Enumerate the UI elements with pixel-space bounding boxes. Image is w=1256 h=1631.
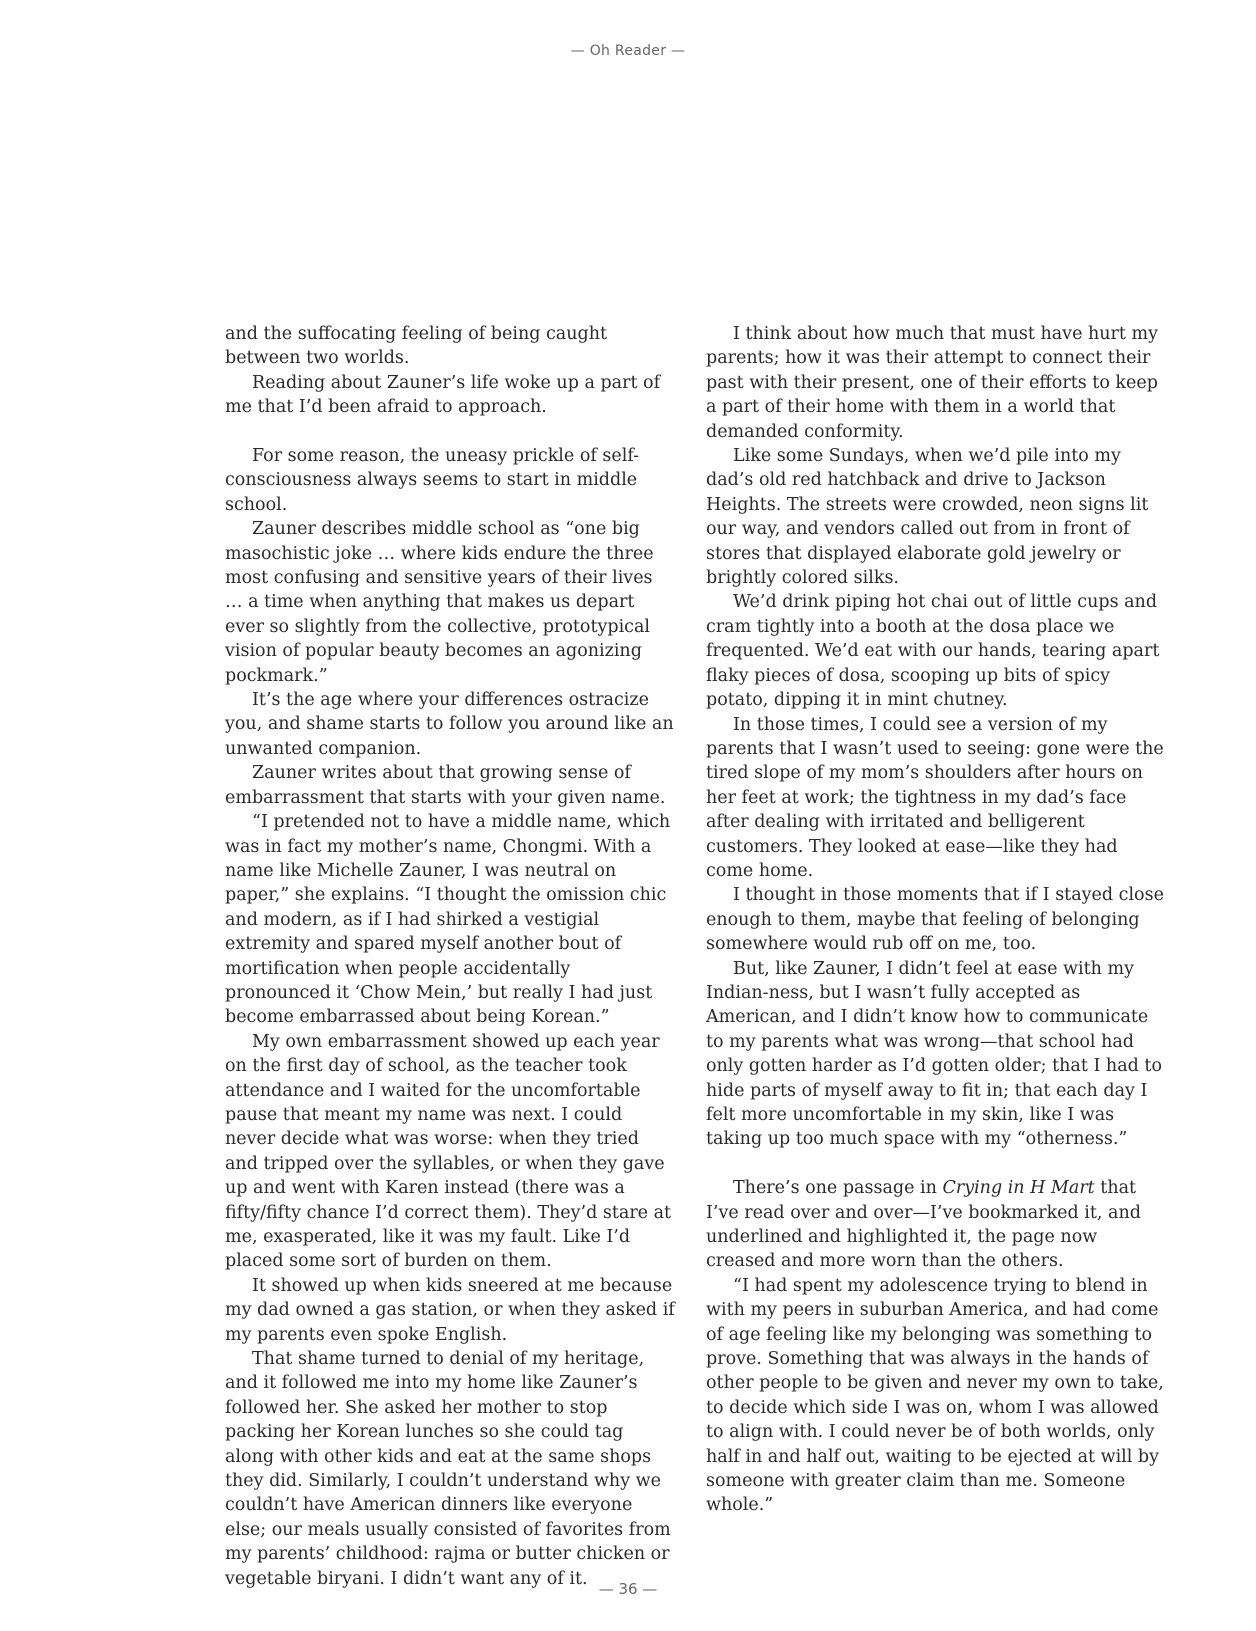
paragraph: It showed up when kids sneered at me because my dad owned a gas station, or when they asked if my parents even spoke English. — [225, 1275, 675, 1345]
paragraph: Zauner describes middle school as “one big masochistic joke … where kids endure the three most confusing and sensitive years of their lives … a time when anything that makes us depart ever so slightly from the collective, prototypical vision of popular beauty becomes an agonizing pockmark.” — [225, 519, 654, 686]
paragraph: Reading about Zauner’s life woke up a part of me that I’d been afraid to approach. — [225, 372, 661, 418]
paragraph: It’s the age where your differences ostracize you, and shame starts to follow you around like an unwanted companion. — [225, 690, 674, 759]
passage-text-after: that I’ve read over and over—I’ve bookmarked it, and underlined and highlighted it, the page now creased and more worn than the others. — [706, 1178, 1141, 1272]
page-number: — 36 — — [598, 1580, 658, 1598]
paragraph: and the suffocating feeling of being caught between two worlds. — [225, 324, 608, 369]
paragraph: My own embarrassment showed up each year on the first day of school, as the teacher took attendance and I waited for the uncomfortable pause that meant my name was next. I could never decide what was worse: when they tried and tripped over the syllables, or when they gave up and went with Karen instead (there was a fifty/fifty chance I’d correct them). They’d stare at me, exasperated, like it was my fault. Like I’d placed some sort of burden on them. — [225, 1031, 672, 1272]
paragraph: In those times, I could see a version of my parents that I wasn’t used to seeing: gone were the tired slope of my mom’s shoulders after hours on her feet at work; the tightness in my dad’s face after dealing with irritated and belligerent customers. They looked at ease—like they had come home. — [706, 714, 1164, 881]
left-column — [225, 322, 675, 1591]
right-column — [706, 322, 1168, 1518]
passage-text-before: There’s one passage in — [733, 1178, 943, 1199]
paragraph: But, like Zauner, I didn’t feel at ease with my Indian-ness, but I wasn’t fully accepted as American, and I didn’t know how to communicate to my parents what was wrong—that school had only gotten harder as I’d gotten older; that I had to hide parts of myself away to fit in; that each day I felt more uncomfortable in my skin, like I was taking up too much space with my “otherness.” — [706, 958, 1162, 1150]
paragraph: That shame turned to denial of my heritage, and it followed me into my home like Zauner’s followed her. She asked her mother to stop packing her Korean lunches so she could tag along with other kids and eat at the same shops they did. Similarly, I couldn’t understand why we couldn’t have American dinners like everyone else; our meals usually consisted of favorites from my parents’ childhood: rajma or butter chicken or vegetable biryani. I didn’t want any of it. — [225, 1349, 671, 1589]
paragraph: “I pretended not to have a middle name, which was in fact my mother’s name, Chongmi. With a name like Michelle Zauner, I was neutral on paper,” she explains. “I thought the omission chic and modern, as if I had shirked a vestigial extremity and spared myself another bout of mortification when people accidentally pronounced it ‘Chow Mein,’ but really I had just become embarrassed about being Korean.” — [225, 812, 671, 1028]
paragraph: Zauner writes about that growing sense of embarrassment that starts with your given name. — [225, 763, 666, 808]
book-title: Crying in H Mart — [942, 1178, 1095, 1199]
running-header: — Oh Reader — — [570, 43, 686, 59]
passage-paragraph — [706, 1176, 1168, 1274]
paragraph: Like some Sundays, when we’d pile into my dad’s old red hatchback and drive to Jackson Heights. The streets were crowded, neon signs lit our way, and vendors called out from in front of stores that displayed elaborate gold jewelry or brightly colored silks. — [706, 446, 1149, 589]
paragraph: I thought in those moments that if I stayed close enough to them, maybe that feeling of belonging somewhere would rub off on me, too. — [706, 885, 1164, 955]
paragraph: I think about how much that must have hurt my parents; how it was their attempt to connect their past with their present, one of their efforts to keep a part of their home with them in a world that demanded conformity. — [706, 324, 1158, 442]
paragraph: We’d drink piping hot chai out of little cups and cram tightly into a booth at the dosa place we frequented. We’d eat with our hands, tearing apart flaky pieces of dosa, scooping up bits of spicy potato, dipping it in mint chutney. — [706, 592, 1160, 711]
quote-paragraph: “I had spent my adolescence trying to blend in with my peers in suburban America, and had come of age feeling like my belonging was something to prove. Something that was always in the hands of other people to be given and never my own to take, to decide which side I was on, whom I was allowed to align with. I could never be of both worlds, only half in and half out, waiting to be ejected at will by someone with greater claim than me. Someone whole.” — [706, 1275, 1164, 1516]
paragraph: For some reason, the uneasy prickle of self-consciousness always seems to start in middle school. — [225, 446, 640, 515]
